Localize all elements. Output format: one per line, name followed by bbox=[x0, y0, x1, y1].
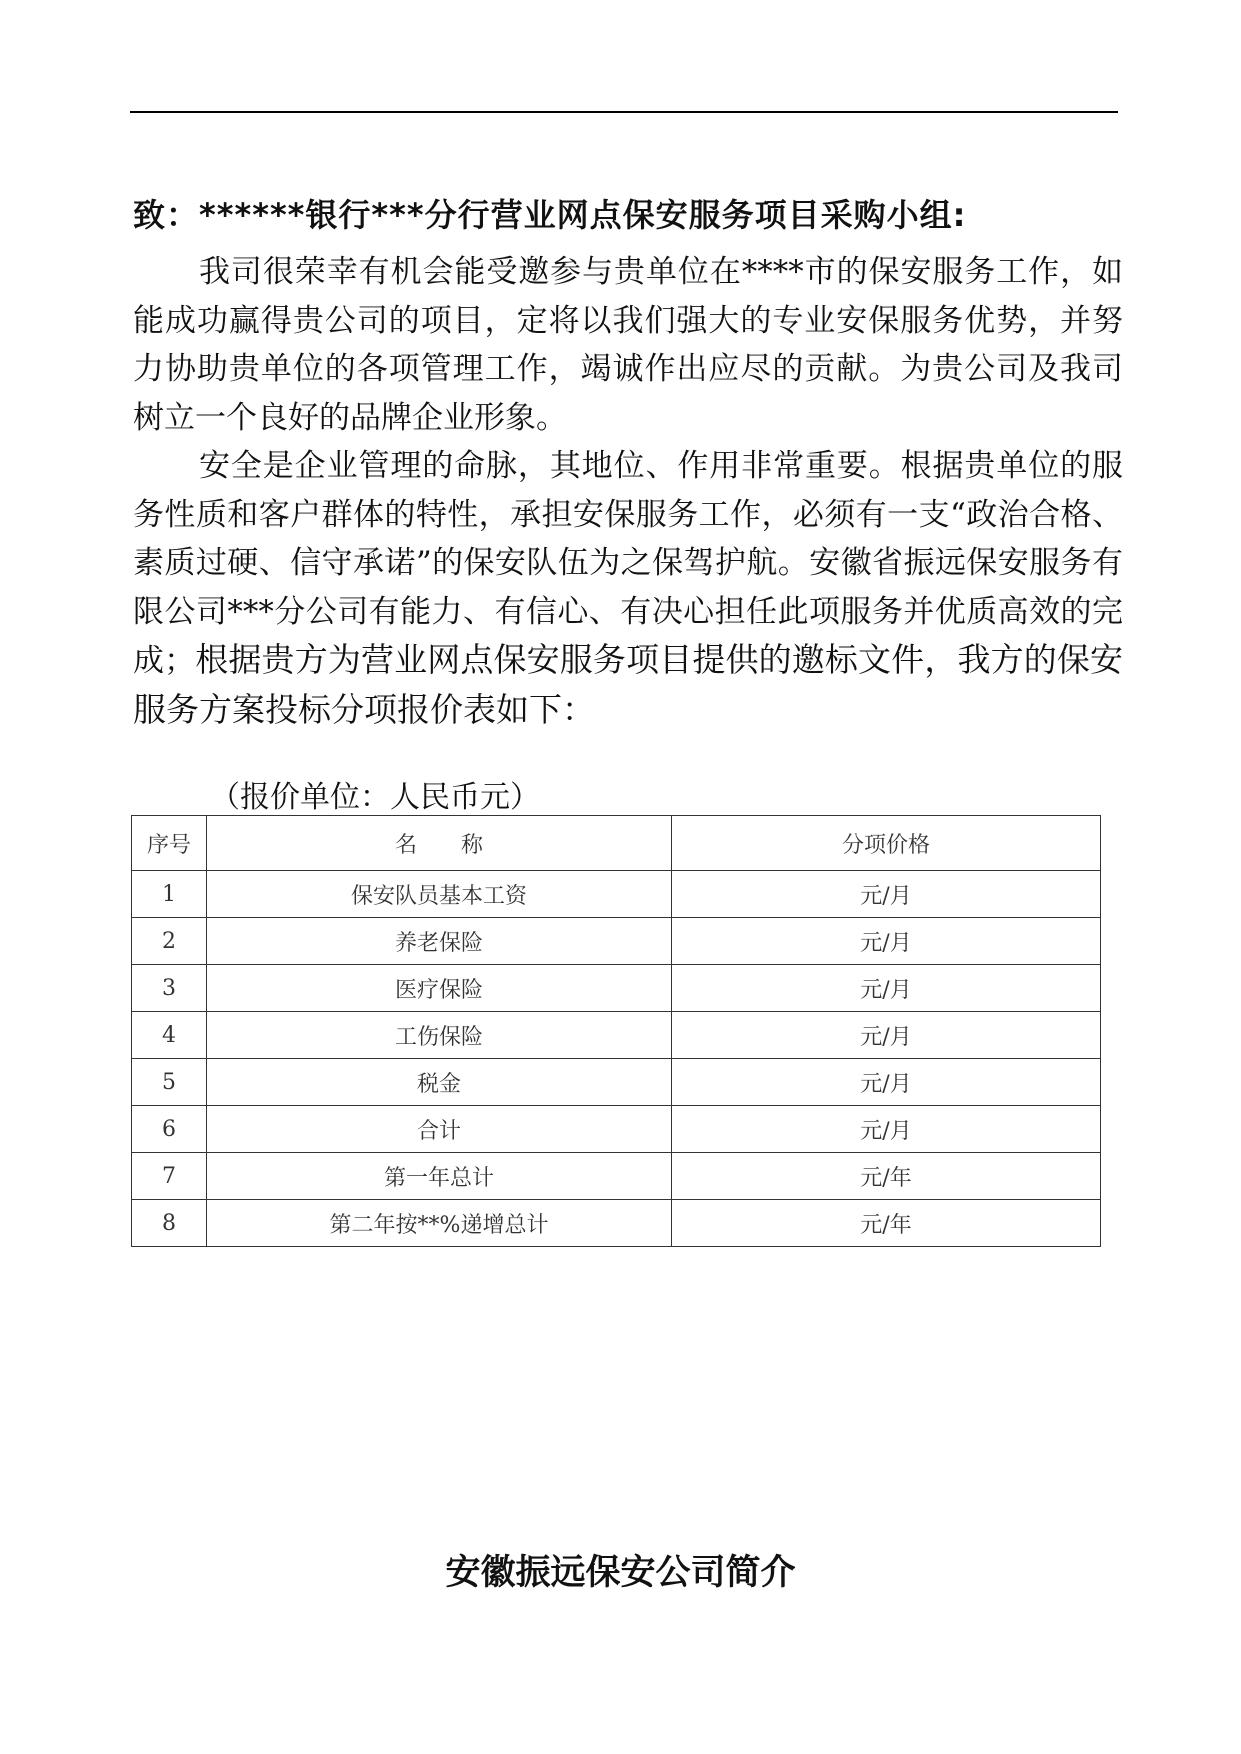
header-name: 名 称 bbox=[207, 816, 672, 871]
row-number: 8 bbox=[132, 1200, 207, 1247]
table-row bbox=[132, 965, 1101, 1012]
row-price: 元/月 bbox=[672, 1012, 1101, 1059]
header-price: 分项价格 bbox=[672, 816, 1101, 871]
table-header-row bbox=[132, 816, 1101, 871]
row-number: 5 bbox=[132, 1059, 207, 1106]
table-row bbox=[132, 1106, 1101, 1153]
letter-body bbox=[133, 248, 1123, 735]
row-number: 4 bbox=[132, 1012, 207, 1059]
row-name: 第二年按**%递增总计 bbox=[207, 1200, 672, 1247]
row-name: 医疗保险 bbox=[207, 965, 672, 1012]
row-name: 第一年总计 bbox=[207, 1153, 672, 1200]
table-row bbox=[132, 1200, 1101, 1247]
row-number: 1 bbox=[132, 871, 207, 918]
row-name: 税金 bbox=[207, 1059, 672, 1106]
row-price: 元/年 bbox=[672, 1153, 1101, 1200]
table-row bbox=[132, 918, 1101, 965]
header-no: 序号 bbox=[132, 816, 207, 871]
row-number: 3 bbox=[132, 965, 207, 1012]
row-number: 2 bbox=[132, 918, 207, 965]
paragraph-2-text: 安全是企业管理的命脉，其地位、作用非常重要。根据贵单位的服务性质和客户群体的特性，承担安保服务工作，必须有一支“政治合格、素质过硬、信守承诺”的保安队伍为之保驾护航。安徽省振远保安服务有限公司***分公司有能力、有信心、有决心担任此项服务并优质高效的完成； bbox=[133, 448, 1123, 679]
paragraph-2 bbox=[133, 442, 1123, 735]
table-row bbox=[132, 1153, 1101, 1200]
row-price: 元/月 bbox=[672, 871, 1101, 918]
section-title: 安徽振远保安公司简介 bbox=[445, 1553, 796, 1593]
row-name: 保安队员基本工资 bbox=[207, 871, 672, 918]
row-name: 养老保险 bbox=[207, 918, 672, 965]
table-row bbox=[132, 1059, 1101, 1106]
table-row bbox=[132, 1012, 1101, 1059]
row-number: 7 bbox=[132, 1153, 207, 1200]
row-price: 元/月 bbox=[672, 1059, 1101, 1106]
header-rule bbox=[130, 111, 1118, 113]
row-price: 元/年 bbox=[672, 1200, 1101, 1247]
row-name: 合计 bbox=[207, 1106, 672, 1153]
row-number: 6 bbox=[132, 1106, 207, 1153]
paragraph-1: 我司很荣幸有机会能受邀参与贵单位在****市的保安服务工作，如能成功赢得贵公司的项目，定将以我们强大的专业安保服务优势，并努力协助贵单位的各项管理工作，竭诚作出应尽的贡献。为贵公司及我司树立一个良好的品牌企业形象。 bbox=[133, 254, 1123, 436]
row-name: 工伤保险 bbox=[207, 1012, 672, 1059]
price-unit-note: （报价单位：人民币元） bbox=[210, 780, 540, 815]
table-row bbox=[132, 871, 1101, 918]
salutation: 致：******银行***分行营业网点保安服务项目采购小组: bbox=[133, 196, 967, 234]
paragraph-2-tail: 根据贵方为营业网点保安服务项目提供的邀标文件，我方的保安服务方案投标分项报价表如下： bbox=[133, 640, 1124, 729]
quote-table bbox=[131, 815, 1101, 1247]
row-price: 元/月 bbox=[672, 918, 1101, 965]
row-price: 元/月 bbox=[672, 965, 1101, 1012]
row-price: 元/月 bbox=[672, 1106, 1101, 1153]
quote-table-body bbox=[132, 871, 1101, 1247]
